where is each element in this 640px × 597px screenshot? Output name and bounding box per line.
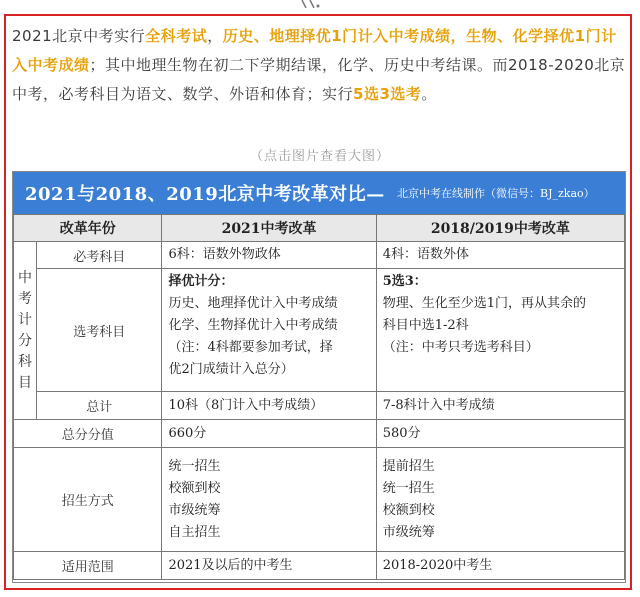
cell-line: 统一招生 xyxy=(168,458,221,474)
cell-2021 xyxy=(162,448,376,552)
top-edge-mark xyxy=(292,0,332,8)
intro-text: 。 xyxy=(421,85,437,103)
cell-2018: 7-8科计入中考成绩 xyxy=(376,392,624,420)
cell-2021: 660分 xyxy=(162,420,376,448)
table-row xyxy=(14,552,625,580)
cell-line: 科目中选1-2科 xyxy=(382,318,469,333)
intro-text: ；其中地理生物在初二下学期结课，化学、历史中考结课。而2018-2020北京中考，必考科目为语文、数学、外语和体育；实行 xyxy=(12,56,626,103)
cell-title: 5选3： xyxy=(382,274,427,289)
image-caption-link[interactable]: （点击图片查看大图） xyxy=(249,149,390,164)
intro-paragraph xyxy=(12,22,626,109)
cell-line: 提前招生 xyxy=(382,458,435,474)
cell-line: 自主招生 xyxy=(168,524,221,540)
cell-2021: 10科（8门计入中考成绩） xyxy=(162,392,376,420)
row-label: 总计 xyxy=(36,392,161,420)
intro-highlight: 全科考试 xyxy=(145,27,208,45)
cell-line: 优2门成绩计入总分） xyxy=(168,362,294,377)
cell-2018 xyxy=(376,269,624,392)
intro-highlight: 历史、地理择优1门计入中考成绩，生物、化学择优1门计入中考成绩 xyxy=(12,27,617,74)
group-label-char: 科 xyxy=(17,353,32,370)
row-label: 适用范围 xyxy=(14,552,162,580)
cell-2021: 6科：语数外物政体 xyxy=(162,242,376,269)
row-label: 必考科目 xyxy=(36,242,161,269)
row-label: 选考科目 xyxy=(36,269,161,392)
cell-2018: 2018-2020中考生 xyxy=(376,552,624,580)
row-label: 招生方式 xyxy=(14,448,162,552)
cell-2021 xyxy=(162,269,376,392)
table-row xyxy=(14,420,625,448)
cell-line: 统一招生 xyxy=(382,480,435,496)
cell-title: 择优计分： xyxy=(168,274,234,289)
comparison-table-image[interactable] xyxy=(12,171,626,583)
group-label-char: 中 xyxy=(17,269,32,286)
comparison-table xyxy=(13,214,625,580)
intro-highlight: 5选3选考 xyxy=(353,85,422,103)
row-label: 总分分值 xyxy=(14,420,162,448)
table-subtitle: 北京中考在线制作（微信号：BJ_zkao） xyxy=(397,187,595,200)
intro-text: ， xyxy=(207,27,223,45)
cell-line: 历史、地理择优计入中考成绩 xyxy=(168,296,338,311)
cell-line: 校额到校 xyxy=(382,502,435,518)
cell-line: 化学、生物择优计入中考成绩 xyxy=(168,318,338,333)
group-label xyxy=(14,242,37,420)
group-label-char: 考 xyxy=(17,290,32,307)
table-row xyxy=(14,242,625,269)
cell-line: （注：4科都要参加考试，择 xyxy=(168,340,333,355)
cell-line: （注：中考只考选考科目） xyxy=(382,340,539,355)
group-label-char: 计 xyxy=(17,311,32,328)
table-row xyxy=(14,448,625,552)
cell-line: 市级统筹 xyxy=(382,524,435,540)
cell-2018: 4科：语数外体 xyxy=(376,242,624,269)
group-label-char: 分 xyxy=(17,332,32,349)
header-2021: 2021中考改革 xyxy=(162,215,376,242)
cell-2018 xyxy=(376,448,624,552)
table-header-row xyxy=(14,215,625,242)
group-label-char: 目 xyxy=(17,374,32,391)
table-title-bar xyxy=(13,172,625,214)
header-year: 改革年份 xyxy=(14,215,162,242)
cell-2021: 2021及以后的中考生 xyxy=(162,552,376,580)
cell-2018: 580分 xyxy=(376,420,624,448)
table-title: 2021与2018、2019北京中考改革对比— xyxy=(25,184,385,205)
cell-line: 物理、生化至少选1门，再从其余的 xyxy=(382,296,586,311)
intro-text: 2021北京中考实行 xyxy=(12,27,146,45)
table-row xyxy=(14,269,625,392)
table-row xyxy=(14,392,625,420)
cell-line: 市级统筹 xyxy=(168,502,221,518)
cell-line: 校额到校 xyxy=(168,480,221,496)
header-2018-2019: 2018/2019中考改革 xyxy=(376,215,624,242)
